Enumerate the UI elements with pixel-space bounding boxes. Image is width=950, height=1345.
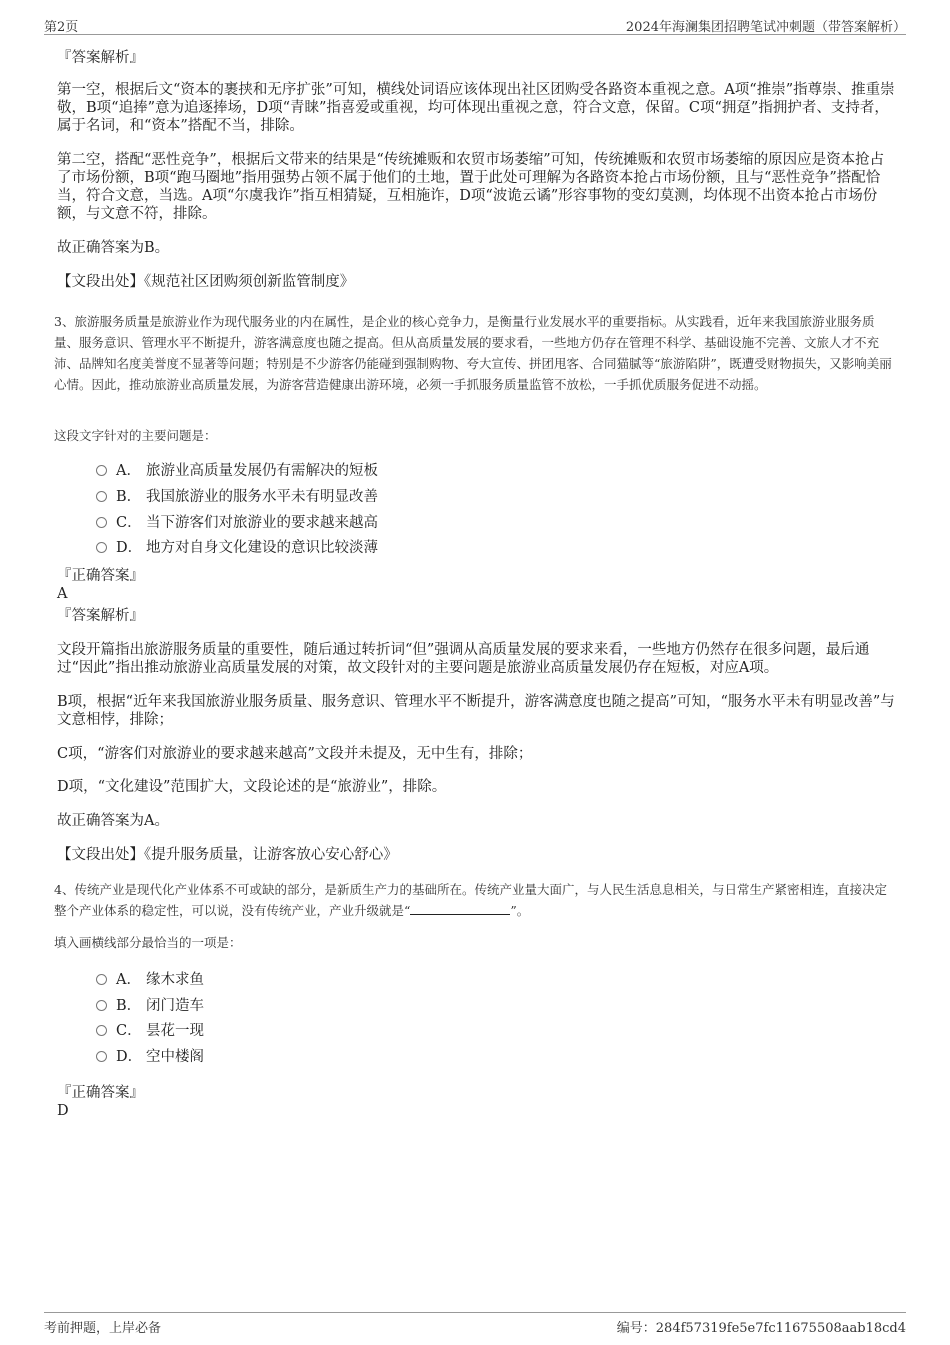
analysis-conclusion: 故正确答案为B。 [57,240,170,256]
question-3-option-b[interactable]: B． 我国旅游业的服务水平未有明显改善 [96,488,378,506]
correct-answer-value: D [57,1103,69,1119]
radio-icon[interactable] [96,517,107,528]
analysis-paragraph-2: 第二空，搭配“恶性竞争”，根据后文带来的结果是“传统摊贩和农贸市场萎缩”可知，传统摊贩和农贸市场萎缩的原因应是资本抢占了市场份额，B项“跑马圈地”指用强势占领不属于他们的土地，置于此处可理解为各路资本抢占市场份额，且与“恶性竞争”搭配恰当，符合文意，当选。A项“尔虞我诈”指互相猜疑，互相施诈，D项“波诡云谲”形容事物的变幻莫测，均体现不出资本抢占市场份额，与文意不符，排除。 [57,152,885,222]
correct-answer-label: 『正确答案』 [57,1085,144,1101]
radio-icon[interactable] [96,1025,107,1036]
question-3-stem: 3、旅游服务质量是旅游业作为现代服务业的内在属性，是企业的核心竞争力，是衡量行业发展水平的重要指标。从实践看，近年来我国旅游业服务质量、服务意识、管理水平不断提升，游客满意度也随之提高。但从高质量发展的要求看，一些地方仍存在管理不科学、基础设施不完善、文旅人才不充沛、品牌知名度美誉度不显著等问题；特别是不少游客仍能碰到强制购物、夸大宣传、拼团甩客、合同猫腻等“旅游陷阱”，既遭受财物损失，又影响美丽心情。因此，推动旅游业高质量发展，为游客营造健康出游环境，必须一手抓服务质量监管不放松，一手抓优质服务促进不动摇。 [54,314,892,392]
question-3-option-c[interactable]: C． 当下游客们对旅游业的要求越来越高 [96,514,378,532]
analysis-paragraph-1: 文段开篇指出旅游服务质量的重要性，随后通过转折词“但”强调从高质量发展的要求来看，一些地方仍然存在很多问题，最后通过“因此”指出推动旅游业高质量发展的对策，故文段针对的主要问题是旅游业高质量发展仍存在短板，对应A项。 [57,642,870,676]
fill-blank-line [410,902,510,915]
passage-source: 【文段出处】《提升服务质量，让游客放心安心舒心》 [57,847,398,863]
analysis-paragraph-2: B项，根据“近年来我国旅游业服务质量、服务意识、管理水平不断提升，游客满意度也随之提高”可知，“服务水平未有明显改善”与文意相悖，排除； [57,694,895,728]
question-3-option-a[interactable]: A． 旅游业高质量发展仍有需解决的短板 [96,462,378,480]
question-4-stem: 4、传统产业是现代化产业体系不可或缺的部分，是新质生产力的基础所在。传统产业量大面广，与人民生活息息相关，与日常生产紧密相连，直接决定整个产业体系的稳定性，可以说，没有传统产业，产业升级就是“ ”。 [54,882,887,918]
radio-icon[interactable] [96,465,107,476]
question-3-prompt: 这段文字针对的主要问题是： [54,428,217,443]
passage-source: 【文段出处】《规范社区团购须创新监管制度》 [57,274,355,290]
correct-answer-value: A [57,586,68,602]
radio-icon[interactable] [96,491,107,502]
question-4-option-d[interactable]: D． 空中楼阁 [96,1048,204,1066]
radio-icon[interactable] [96,1000,107,1011]
correct-answer-label: 『正确答案』 [57,568,144,584]
question-4-option-c[interactable]: C． 昙花一现 [96,1022,204,1040]
analysis-paragraph-4: D项，“文化建设”范围扩大，文段论述的是“旅游业”，排除。 [57,779,447,795]
page-header [44,14,906,35]
page-footer [44,1312,906,1335]
radio-icon[interactable] [96,1051,107,1062]
document-serial: 编号：284f57319fe5e7fc11675508aab18cd4 [616,1321,906,1336]
question-4-option-a[interactable]: A． 缘木求鱼 [96,971,204,989]
analysis-paragraph-3: C项，“游客们对旅游业的要求越来越高”文段并未提及，无中生有，排除； [57,746,533,762]
answer-analysis-label: 『答案解析』 [57,50,144,66]
question-4-option-b[interactable]: B． 闭门造车 [96,997,204,1015]
analysis-conclusion: 故正确答案为A。 [57,813,169,829]
analysis-paragraph-1: 第一空，根据后文“资本的裹挟和无序扩张”可知，横线处词语应该体现出社区团购受各路资本重视之意。A项“推崇”指尊崇、推重崇敬，B项“追捧”意为追逐捧场，D项“青睐”指喜爱或重视，均可体现出重视之意，符合文意，保留。C项“拥趸”指拥护者、支持者，属于名词，和“资本”搭配不当，排除。 [57,82,895,134]
footer-slogan: 考前押题，上岸必备 [44,1321,162,1336]
radio-icon[interactable] [96,542,107,553]
question-3-option-d[interactable]: D． 地方对自身文化建设的意识比较淡薄 [96,539,378,557]
answer-analysis-label: 『答案解析』 [57,608,144,624]
page-number: 第2页 [44,20,79,35]
document-title: 2024年海澜集团招聘笔试冲刺题（带答案解析） [625,20,906,35]
question-4-prompt: 填入画横线部分最恰当的一项是： [54,935,242,950]
radio-icon[interactable] [96,974,107,985]
